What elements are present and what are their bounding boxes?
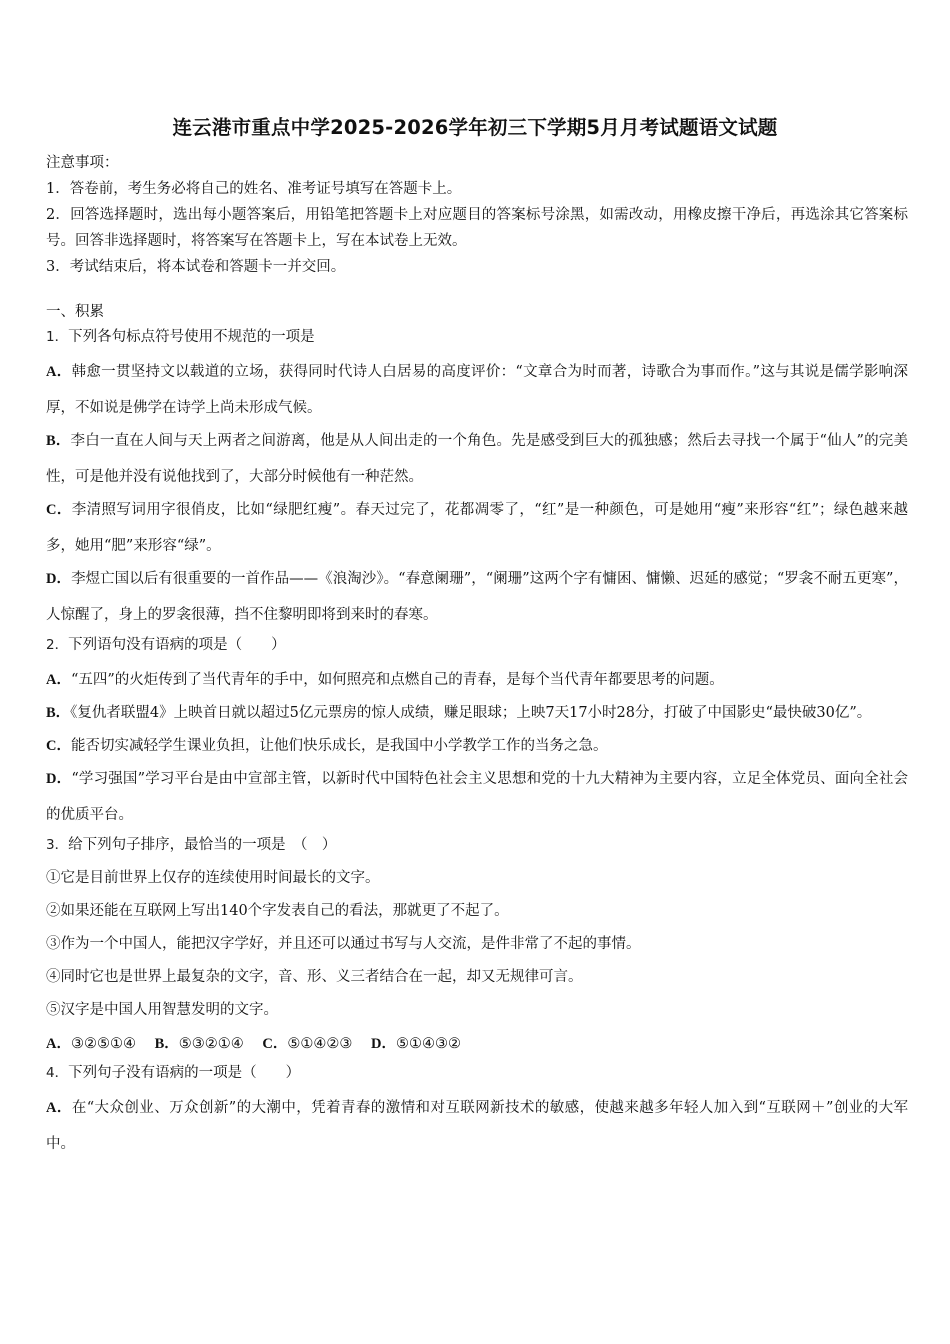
question-2 xyxy=(46,633,908,833)
option-a xyxy=(46,354,908,426)
option-label: C． xyxy=(46,738,71,754)
question-number: 4． xyxy=(46,1065,69,1081)
question-text: 下列语句没有语病的项是（ ） xyxy=(68,637,286,653)
option-d xyxy=(46,561,908,633)
option-text: ⑤①④③② xyxy=(395,1036,461,1052)
question-text: 下列各句标点符号使用不规范的一项是 xyxy=(68,329,315,345)
option-a xyxy=(46,1036,136,1052)
option-a xyxy=(46,1090,908,1162)
option-label: B． xyxy=(154,1036,179,1052)
option-label: C． xyxy=(46,502,72,518)
notice-item: 1．答卷前，考生务必将自己的姓名、准考证号填写在答题卡上。 xyxy=(46,181,462,197)
option-label: A． xyxy=(46,1036,71,1052)
option-text: 李煜亡国以后有很重要的一首作品——《浪淘沙》。“春意阑珊”，“阑珊”这两个字有慵困、慵懒、迟延的感觉；“罗衾不耐五更寒”，人惊醒了，身上的罗衾很薄，挡不住黎明即将到来时的春寒。 xyxy=(46,571,908,623)
option-c xyxy=(46,492,908,564)
question-text: 下列句子没有语病的一项是（ ） xyxy=(68,1065,301,1081)
notice-heading: 注意事项： xyxy=(46,155,119,171)
answer-choices xyxy=(46,1027,908,1061)
option-label: C． xyxy=(262,1036,288,1052)
notice-block xyxy=(46,150,908,280)
question-stem xyxy=(46,633,908,658)
option-b xyxy=(46,695,908,731)
option-label: D． xyxy=(370,1036,396,1052)
option-text: 在“大众创业、万众创新”的大潮中，凭着青春的激情和对互联网新技术的敏感，使越来越多年轻人加入到“互联网＋”创业的大军中。 xyxy=(46,1100,908,1152)
ordering-sentence: ⑤汉字是中国人用智慧发明的文字。 xyxy=(46,1002,278,1018)
option-label: D． xyxy=(46,771,72,787)
option-label: A． xyxy=(46,672,71,688)
question-number: 1． xyxy=(46,329,69,345)
option-text: “五四”的火炬传到了当代青年的手中，如何照亮和点燃自己的青春，是每个当代青年都要思考的问题。 xyxy=(70,672,724,688)
ordering-sentence: ①它是目前世界上仅存的连续使用时间最长的文字。 xyxy=(46,870,380,886)
page-title: 连云港市重点中学2025-2026学年初三下学期5月月考试题语文试题 xyxy=(172,116,778,139)
option-c xyxy=(262,1036,352,1052)
question-stem xyxy=(46,833,908,858)
option-c xyxy=(46,728,908,764)
notice-item: 3．考试结束后，将本试卷和答题卡一并交回。 xyxy=(46,259,346,275)
option-label: D． xyxy=(46,571,72,587)
option-text: ⑤③②①④ xyxy=(178,1036,244,1052)
question-1 xyxy=(46,325,908,633)
question-number: 2． xyxy=(46,637,69,653)
option-text: 李清照写词用字很俏皮，比如“绿肥红瘦”。春天过完了，花都凋零了，“红”是一种颜色，可是她用“瘦”来形容“红”；绿色越来越多，她用“肥”来形容“绿”。 xyxy=(46,502,908,554)
question-stem xyxy=(46,1061,908,1086)
option-label: A． xyxy=(46,364,72,380)
option-b xyxy=(46,423,908,495)
section-heading: 一、积累 xyxy=(46,304,104,320)
option-label: B． xyxy=(46,705,71,721)
option-a xyxy=(46,662,908,698)
option-text: 李白一直在人间与天上两者之间游离，他是从人间出走的一个角色。先是感受到巨大的孤独感；然后去寻找一个属于“仙人”的完美性，可是他并没有说他找到了，大部分时候他有一种茫然。 xyxy=(46,433,908,485)
option-d xyxy=(371,1036,461,1052)
ordering-sentence: ④同时它也是世界上最复杂的文字，音、形、义三者结合在一起，却又无规律可言。 xyxy=(46,969,583,985)
question-number: 3． xyxy=(46,837,69,853)
ordering-sentence: ③作为一个中国人，能把汉字学好，并且还可以通过书写与人交流，是件非常了不起的事情。 xyxy=(46,936,641,952)
question-4 xyxy=(46,1061,908,1162)
option-label: B． xyxy=(46,433,71,449)
option-text: 韩愈一贯坚持文以载道的立场，获得同时代诗人白居易的高度评价：“文章合为时而著，诗歌合为事而作。”这与其说是儒学影响深厚，不如说是佛学在诗学上尚未形成气候。 xyxy=(46,364,908,416)
option-label: A． xyxy=(46,1100,72,1116)
option-d xyxy=(46,761,908,833)
option-text: 《复仇者联盟4》上映首日就以超过5亿元票房的惊人成绩，赚足眼球；上映7天17小时28分，打破了中国影史“最快破30亿”。 xyxy=(70,705,872,721)
question-3 xyxy=(46,833,908,1061)
question-list xyxy=(46,299,908,1159)
option-text: “学习强国”学习平台是由中宣部主管，以新时代中国特色社会主义思想和党的十九大精神为主要内容，立足全体党员、面向全社会的优质平台。 xyxy=(46,771,908,823)
question-stem xyxy=(46,325,908,350)
option-text: 能否切实减轻学生课业负担，让他们快乐成长，是我国中小学教学工作的当务之急。 xyxy=(70,738,608,754)
option-text: ⑤①④②③ xyxy=(287,1036,353,1052)
option-b xyxy=(155,1036,244,1052)
ordering-sentence: ②如果还能在互联网上写出140个字发表自己的看法，那就更了不起了。 xyxy=(46,903,509,919)
question-text: 给下列句子排序，最恰当的一项是 （ ） xyxy=(68,837,337,853)
notice-item: 2．回答选择题时，选出每小题答案后，用铅笔把答题卡上对应题目的答案标号涂黑，如需改动，用橡皮擦干净后，再选涂其它答案标号。回答非选择题时，将答案写在答题卡上，写在本试卷上无效。 xyxy=(46,207,908,249)
option-text: ③②⑤①④ xyxy=(70,1036,136,1052)
